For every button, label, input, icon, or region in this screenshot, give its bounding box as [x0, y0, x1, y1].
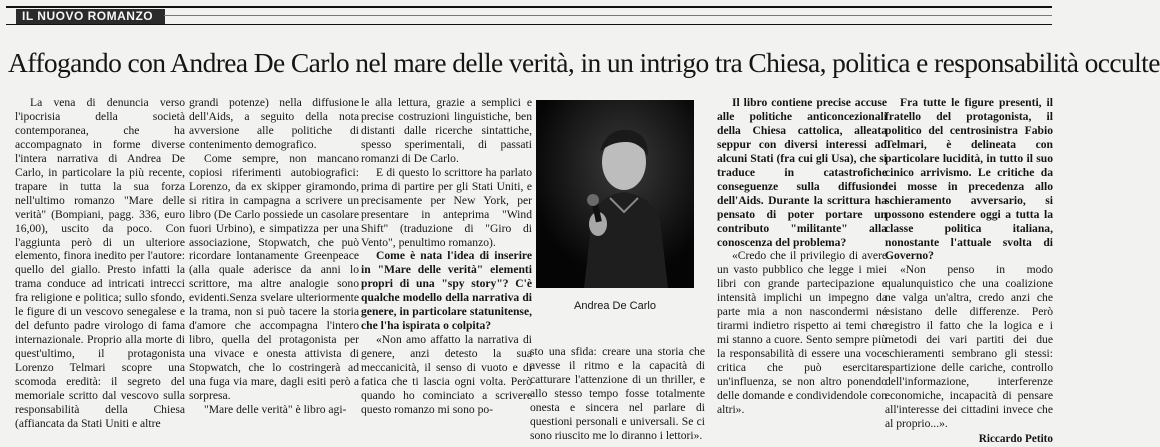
- paragraph: La vena di denuncia verso l'ipocrisia della società contemporanea, che ha accompagnato in forme diverse l'intera narrativa di Andrea De Carlo, in particolare la più recente, trapare in tutta la sua forza nell'ultimo romanzo "Mare delle verità" (Bompiani, pagg. 336, euro 16,00), uscito da poco. Con l'aggiunta però di un ulteriore elemento, finora inedito per l'autore: quello del giallo. Presto infatti la trama conduce ad intricati intrecci fra religione e politica; sullo sfondo, le figure di un vescovo senegalese e del defunto padre virologo di fama internazionale. Proprio alla morte di quest'ultimo, il protagonista Lorenzo Telmari scopre una scomoda eredità: il segreto del memoriale scritto dal vescovo sulla responsabilità della Chiesa (affiancata da Stati Uniti e altre: [15, 96, 185, 430]
- photo-caption: Andrea De Carlo: [574, 300, 656, 312]
- interview-answer: «Non amo affatto la narrativa di genere, anzi detesto la sua meccanicità, il senso di vuoto e di fatica che ti lascia ogni volta. Però quando ho cominciato a scrivere questo romanzo mi sono po-: [361, 333, 532, 416]
- interview-answer: «Non penso in modo qualunquistico che una coalizione ne valga un'altra, credo anzi che esistano delle differenze. Però registro il fatto che la logica e i metodi dei vari partiti dei due schieramenti sembrano gli stessi: spartizione delle cariche, controllo dell'informazione, interferenze economiche, incapacità di pensare all'interesse dei cittadini invece che al proprio...».: [885, 263, 1053, 430]
- interview-answer: «Credo che il privilegio di avere un vasto pubblico che legge i miei libri con grande partecipazione e intensità implichi un impegno da parte mia a non nascondermi né tirarmi indietro rispetto ai temi che mi stanno a cuore. Sento sempre più la responsabilità di essere una voce critica che può esercitare un'influenza, se non altro ponendo delle domande e condividendole con altri».: [717, 249, 887, 416]
- paragraph: E di questo lo scrittore ha parlato prima di partire per gli Stati Uniti, e precisamente per New York, per presentare in anteprima "Wind Shift" (traduzione di "Giro di Vento", penultimo romanzo).: [361, 165, 532, 249]
- paragraph: "Mare delle verità" è libro agi-: [204, 402, 347, 416]
- kicker-rule: [164, 15, 1052, 16]
- paragraph: Come sempre, non mancano copiosi riferimenti autobiografici: Lorenzo, da ex skipper giramondo, si ritira in campagna a scrivere un libro (De Carlo possiede un casolare fuori Urbino), e simpatizza per una associazione, Stopwatch, che può ricordare lontanamente Greenpeace (alla quale aderisce da anni lo scrittore, ma altre analogie sono evidenti.Senza svelare ulteriormente la trama, non si può tacere la storia d'amore che accompagna l'intero libro, quella del protagonista per una vivace e onesta attivista di Stopwatch, che lo costringerà ad una fuga via mare, dagli esiti però a sorpresa.: [189, 151, 359, 403]
- interview-question: Come è nata l'idea di inserire in "Mare delle verità" elementi propri di una "spy story"? C'è qualche modello della narrativa di genere, in particolare statunitense, che l'ha ispirata o colpita?: [361, 249, 532, 333]
- interview-question: Fra tutte le figure presenti, il fratello del protagonista, il politico del centrosinistra Fabio Telmari, è delineata con particolare lucidità, in tutto il suo cinico arrivismo. Le critiche da lei mosse in precedenza allo schieramento avversario, si possono estendere oggi a tutta la classe politica italiana, nonostante l'attuale svolta di Governo?: [885, 96, 1053, 263]
- paragraph: sto una sfida: creare una storia che avesse il ritmo e la capacità di catturare l'attenzione di un thriller, e allo stesso tempo fosse totalmente onesta e sincera nel parlare di questioni personali e universali. Se ci sono riuscito me lo diranno i lettori».: [530, 345, 705, 442]
- column-1: [15, 96, 185, 436]
- paragraph: grandi potenze) nella diffusione dell'Aids, a seguito della nota avversione alle politiche di contenimento demografico.: [189, 96, 359, 151]
- section-kicker: [6, 6, 1052, 25]
- column-4: [530, 345, 705, 440]
- headline: Affogando con Andrea De Carlo nel mare delle verità, in un intrigo tra Chiesa, politica e responsabilità occulte: [8, 47, 1160, 78]
- paragraph: le alla lettura, grazie a semplici e precise costruzioni linguistiche, ben distanti dalle ricerche sintattiche, spesso sperimentali, di passati romanzi di De Carlo.: [361, 96, 532, 165]
- column-6: [885, 96, 1053, 445]
- column-2: [189, 96, 359, 436]
- author-photo-image: [536, 100, 694, 288]
- author-signature: Riccardo Petito: [978, 432, 1053, 445]
- column-5: [717, 96, 887, 436]
- interview-question: Il libro contiene precise accuse alle politiche anticoncezionali della Chiesa cattolica, alleata seppur con diversi interessi ad alcuni Stati (fra cui gli Usa), che si traduce in catastrofiche conseguenze sulla diffusione dell'Aids. Durante la scrittura ha pensato di poter portare un contributo "militante" alla conoscenza del problema?: [717, 96, 887, 249]
- author-photo: [536, 100, 694, 288]
- column-3: [361, 96, 532, 436]
- section-label: IL NUOVO ROMANZO: [16, 9, 165, 24]
